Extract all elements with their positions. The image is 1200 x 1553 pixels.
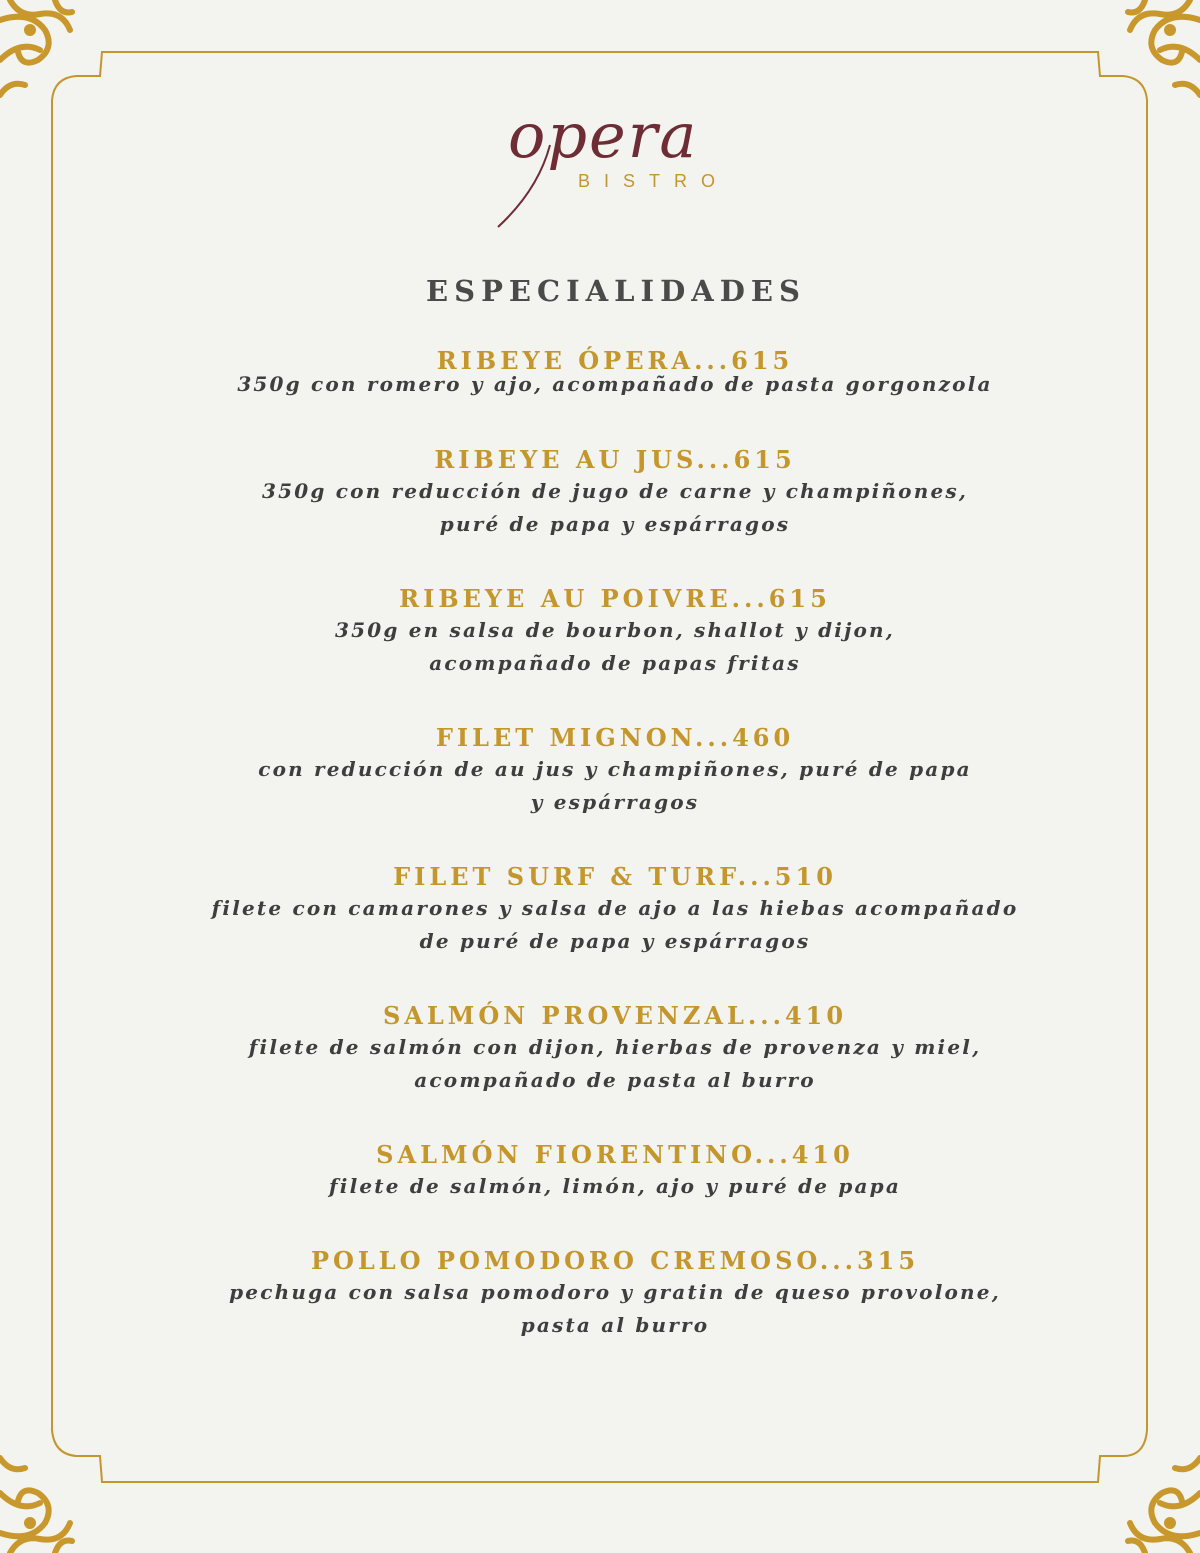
menu-item: [200, 722, 1030, 819]
menu-item: [200, 1139, 1030, 1203]
menu-item: [200, 444, 1030, 541]
menu-item-description: acompañado de pasta al burro: [414, 1068, 816, 1092]
menu-item-description: filete de salmón, limón, ajo y puré de papa: [328, 1174, 902, 1198]
menu-item-description: y espárragos: [530, 790, 700, 814]
menu-item: [200, 1000, 1030, 1097]
menu-item: [200, 583, 1030, 680]
menu-list: [200, 345, 1030, 1342]
corner-ornament-icon: [0, 0, 130, 130]
menu-item-description: de puré de papa y espárragos: [419, 929, 811, 953]
menu-item-title: SALMÓN FIORENTINO...410: [376, 1140, 854, 1169]
corner-ornament-icon: [1070, 0, 1200, 130]
menu-item-description: puré de papa y espárragos: [439, 512, 791, 536]
corner-ornament-icon: [1070, 1423, 1200, 1553]
corner-ornament-icon: [0, 1423, 130, 1553]
menu-item: [200, 345, 1030, 401]
menu-item-title: RIBEYE AU POIVRE...615: [399, 584, 831, 613]
menu-item-title: RIBEYE ÓPERA...615: [436, 346, 794, 375]
restaurant-logo: [490, 99, 750, 235]
menu-item-title: SALMÓN PROVENZAL...410: [382, 1001, 848, 1030]
section-title: ESPECIALIDADES: [426, 274, 806, 308]
menu-item-description: pechuga con salsa pomodoro y gratin de queso provolone,: [229, 1280, 1001, 1304]
menu-item-title: FILET MIGNON...460: [435, 723, 795, 752]
menu-item-title: POLLO POMODORO CREMOSO...315: [310, 1246, 920, 1275]
menu-item: [200, 1245, 1030, 1342]
menu-item-title: RIBEYE AU JUS...615: [434, 445, 796, 474]
menu-item-description: filete de salmón con dijon, hierbas de provenza y miel,: [248, 1035, 982, 1059]
menu-item-description: pasta al burro: [520, 1313, 710, 1337]
menu-item-description: 350g en salsa de bourbon, shallot y dijon,: [335, 618, 895, 642]
menu-item-description: 350g con reducción de jugo de carne y champiñones,: [262, 479, 968, 503]
menu-item-description: con reducción de au jus y champiñones, puré de papa: [258, 757, 972, 781]
menu-item-description: filete con camarones y salsa de ajo a las hiebas acompañado: [211, 896, 1019, 920]
menu-item-title: FILET SURF & TURF...510: [393, 862, 837, 891]
logo-subtitle: BISTRO: [578, 171, 730, 191]
menu-item-description: 350g con romero y ajo, acompañado de pasta gorgonzola: [237, 372, 993, 396]
logo-wordmark: opera: [508, 99, 699, 172]
menu-item-description: acompañado de papas fritas: [429, 651, 801, 675]
menu-item: [200, 861, 1030, 958]
